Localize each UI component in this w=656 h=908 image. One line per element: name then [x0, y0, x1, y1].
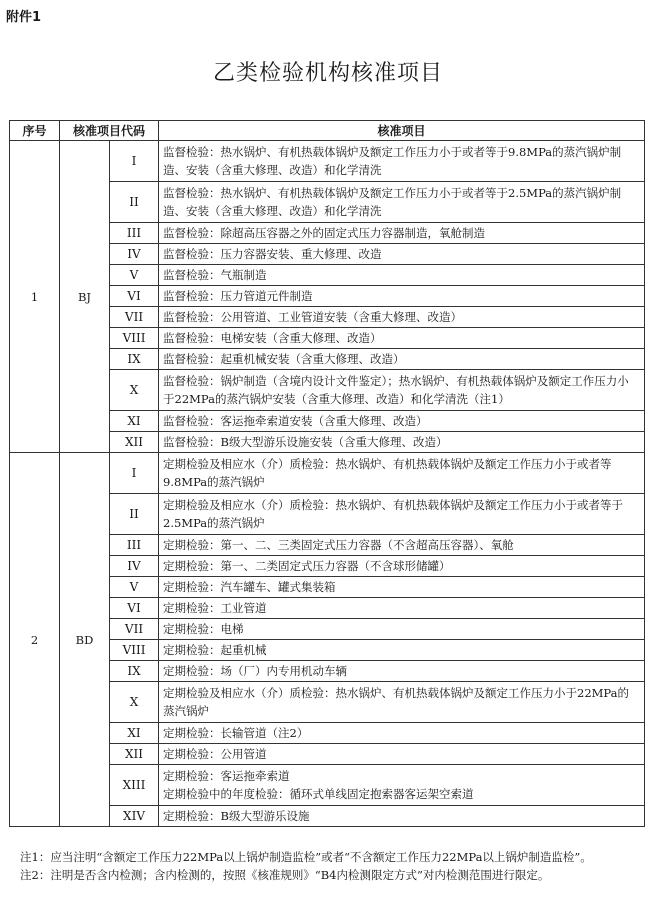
note-1: [20, 848, 646, 866]
note-2: [20, 866, 646, 884]
item-description: 监督检验：热水锅炉、有机热载体锅炉及额定工作压力小于或者等于2.5MPa的蒸汽锅炉制造、安装（含重大修理、改造）和化学清洗: [159, 182, 645, 223]
sub-item-code: V: [110, 577, 159, 598]
sub-item-code: VIII: [110, 328, 159, 349]
note-1-text: 应当注明“含额定工作压力22MPa以上锅炉制造监检”或者“不含额定工作压力22MPa以上锅炉制造监检”。: [50, 850, 592, 864]
sub-item-code: I: [110, 141, 159, 182]
item-description: 监督检验：热水锅炉、有机热载体锅炉及额定工作压力小于或者等于9.8MPa的蒸汽锅炉制造、安装（含重大修理、改造）和化学清洗: [159, 141, 645, 182]
sub-item-code: XIV: [110, 806, 159, 827]
sub-item-code: XIII: [110, 765, 159, 806]
item-description: 监督检验：除超高压容器之外的固定式压力容器制造，氧舱制造: [159, 223, 645, 244]
item-description: 定期检验：客运拖牵索道 定期检验中的年度检验：循环式单线固定抱索器客运架空索道: [159, 765, 645, 806]
item-description: 定期检验及相应水（介）质检验：热水锅炉、有机热载体锅炉及额定工作压力小于22MPa的蒸汽锅炉: [159, 682, 645, 723]
item-description: 定期检验：电梯: [159, 619, 645, 640]
sub-item-code: VIII: [110, 640, 159, 661]
attachment-label: 附件1: [6, 10, 42, 25]
note-2-label: 注2：: [20, 868, 51, 882]
page-title: 乙类检验机构核准项目: [212, 61, 443, 86]
item-description: 定期检验：场（厂）内专用机动车辆: [159, 661, 645, 682]
item-description: 定期检验：B级大型游乐设施: [159, 806, 645, 827]
item-description: 监督检验：公用管道、工业管道安装（含重大修理、改造）: [159, 307, 645, 328]
sub-item-code: III: [110, 535, 159, 556]
item-description: 定期检验及相应水（介）质检验：热水锅炉、有机热载体锅炉及额定工作压力小于或者等9.8MPa的蒸汽锅炉: [159, 453, 645, 494]
item-description: 监督检验：锅炉制造（含境内设计文件鉴定）；热水锅炉、有机热载体锅炉及额定工作压力小于22MPa的蒸汽锅炉安装（含重大修理、改造）和化学清洗（注1）: [159, 370, 645, 411]
item-description: 定期检验：汽车罐车、罐式集装箱: [159, 577, 645, 598]
approval-items-table: [9, 120, 645, 827]
item-description: 定期检验：长输管道（注2）: [159, 723, 645, 744]
sub-item-code: IX: [110, 349, 159, 370]
sub-item-code: IX: [110, 661, 159, 682]
item-description: 监督检验：气瓶制造: [159, 265, 645, 286]
table-row: [10, 453, 645, 494]
header-item: 核准项目: [159, 121, 645, 141]
sub-item-code: VII: [110, 619, 159, 640]
item-description: 定期检验及相应水（介）质检验：热水锅炉、有机热载体锅炉及额定工作压力小于或者等于2.5MPa的蒸汽锅炉: [159, 494, 645, 535]
note-2-text: 注明是否含内检测；含内检测的，按照《核准规则》“B4内检测限定方式”对内检测范围进行限定。: [50, 868, 550, 882]
sub-item-code: VI: [110, 598, 159, 619]
sub-item-code: X: [110, 370, 159, 411]
group-number: 2: [10, 453, 60, 827]
sub-item-code: VII: [110, 307, 159, 328]
table-body: [10, 141, 645, 827]
group-number: 1: [10, 141, 60, 453]
header-code: 核准项目代码: [60, 121, 159, 141]
item-description: 定期检验：第一、二类固定式压力容器（不含球形储罐）: [159, 556, 645, 577]
sub-item-code: XI: [110, 411, 159, 432]
sub-item-code: III: [110, 223, 159, 244]
group-code: BJ: [60, 141, 110, 453]
sub-item-code: II: [110, 494, 159, 535]
item-description: 定期检验：起重机械: [159, 640, 645, 661]
sub-item-code: VI: [110, 286, 159, 307]
item-description: 监督检验：电梯安装（含重大修理、改造）: [159, 328, 645, 349]
header-num: 序号: [10, 121, 60, 141]
group-code: BD: [60, 453, 110, 827]
table-header-row: [10, 121, 645, 141]
sub-item-code: IV: [110, 244, 159, 265]
item-description: 定期检验：第一、二、三类固定式压力容器（不含超高压容器）、氧舱: [159, 535, 645, 556]
item-description: 监督检验：客运拖牵索道安装（含重大修理、改造）: [159, 411, 645, 432]
item-description: 监督检验：起重机械安装（含重大修理、改造）: [159, 349, 645, 370]
notes-section: [20, 848, 646, 884]
item-description: 监督检验：B级大型游乐设施安装（含重大修理、改造）: [159, 432, 645, 453]
sub-item-code: XII: [110, 744, 159, 765]
note-1-label: 注1：: [20, 850, 51, 864]
sub-item-code: IV: [110, 556, 159, 577]
sub-item-code: XII: [110, 432, 159, 453]
item-description: 定期检验：工业管道: [159, 598, 645, 619]
item-description: 监督检验：压力管道元件制造: [159, 286, 645, 307]
sub-item-code: X: [110, 682, 159, 723]
sub-item-code: XI: [110, 723, 159, 744]
sub-item-code: I: [110, 453, 159, 494]
table-row: [10, 141, 645, 182]
sub-item-code: II: [110, 182, 159, 223]
sub-item-code: V: [110, 265, 159, 286]
item-description: 定期检验：公用管道: [159, 744, 645, 765]
item-description: 监督检验：压力容器安装、重大修理、改造: [159, 244, 645, 265]
